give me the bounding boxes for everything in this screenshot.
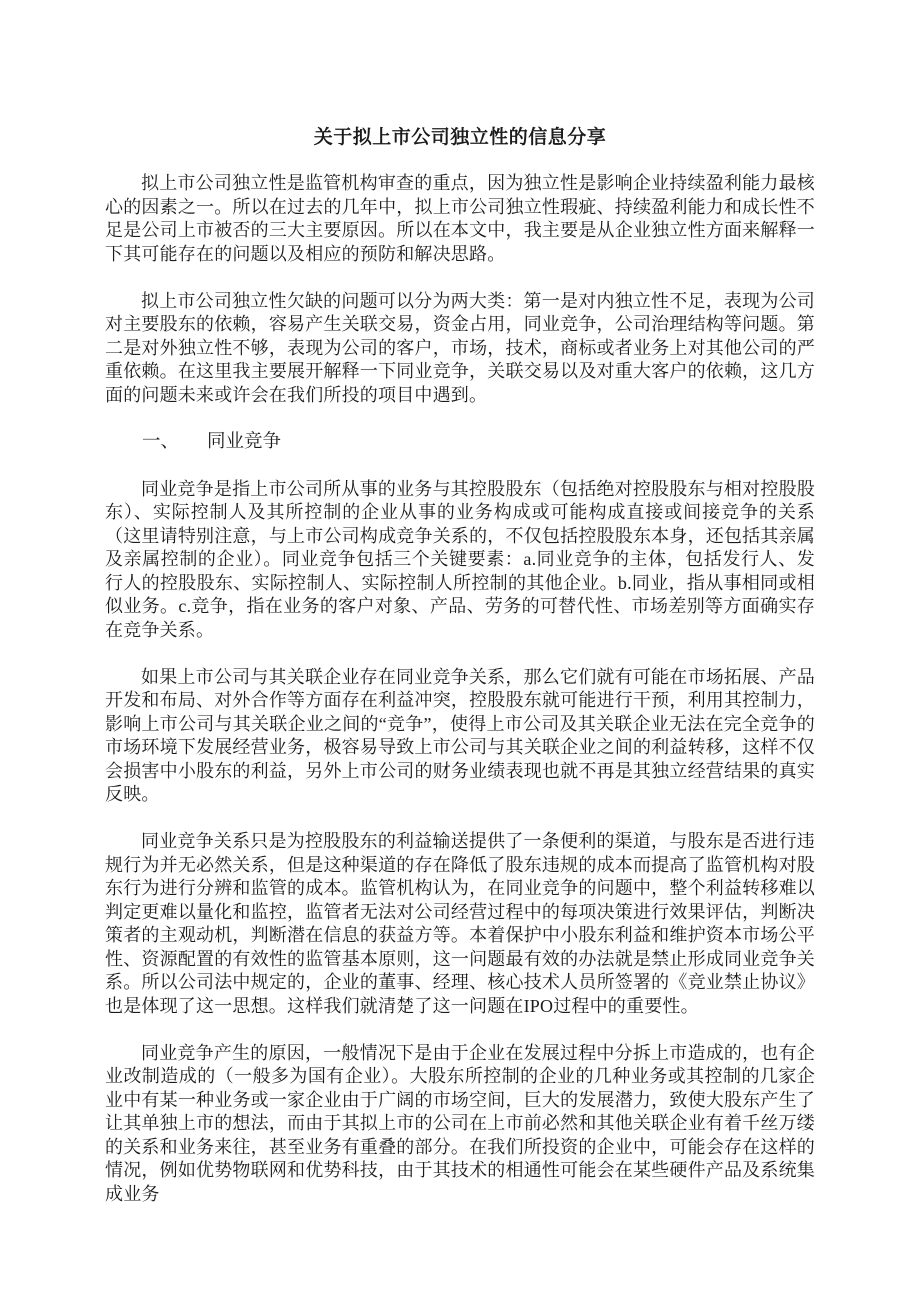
section-1-number: 一、 [142, 431, 180, 452]
document-title: 关于拟上市公司独立性的信息分享 [313, 127, 607, 148]
intro-paragraph-1: 拟上市公司独立性是监管机构审查的重点，因为独立性是影响企业持续盈利能力最核心的因素之一。所以在过去的几年中，拟上市公司独立性瑕疵、持续盈利能力和成长性不足是公司上市被否的三大主要原因。所以在本文中，我主要是从企业独立性方面来解释一下其可能存在的问题以及相应的预防和解决思路。 [105, 173, 815, 264]
section-1-paragraph-2: 如果上市公司与其关联企业存在同业竞争关系，那么它们就有可能在市场拓展、产品开发和布局、对外合作等方面存在利益冲突，控股股东就可能进行干预，利用其控制力，影响上市公司与其关联企业之间的“竞争”，使得上市公司及其关联企业无法在完全竞争的市场环境下发展经营业务，极容易导致上市公司与其关联企业之间的利益转移，这样不仅会损害中小股东的利益，另外上市公司的财务业绩表现也就不再是其独立经营结果的真实反映。 [105, 666, 815, 804]
section-1-paragraph-4: 同业竞争产生的原因，一般情况下是由于企业在发展过程中分拆上市造成的，也有企业改制造成的（一般多为国有企业）。大股东所控制的企业的几种业务或其控制的几家企业中有某一种业务或一家企业由于广阔的市场空间，巨大的发展潜力，致使大股东产生了让其单独上市的想法，而由于其拟上市的公司在上市前必然和其他关联企业有着千丝万缕的关系和业务来往，甚至业务有重叠的部分。在我们所投资的企业中，可能会存在这样的情况，例如优势物联网和优势科技，由于其技术的相通性可能会在某些硬件产品及系统集成业务 [105, 1042, 815, 1204]
section-1-paragraph-3: 同业竞争关系只是为控股股东的利益输送提供了一条便利的渠道，与股东是否进行违规行为并无必然关系，但是这种渠道的存在降低了股东违规的成本而提高了监管机构对股东行为进行分辨和监管的成本。监管机构认为，在同业竞争的问题中，整个利益转移难以判定更难以量化和监控，监管者无法对公司经营过程中的每项决策进行效果评估，判断决策者的主观动机，判断潜在信息的获益方等。本着保护中小股东利益和维护资本市场公平性、资源配置的有效性的监管基本原则，这一问题最有效的办法就是禁止形成同业竞争关系。所以公司法中规定的，企业的董事、经理、核心技术人员所签署的《竞业禁止协议》也是体现了这一思想。这样我们就清楚了这一问题在IPO过程中的重要性。 [105, 831, 815, 1016]
intro-paragraph-2: 拟上市公司独立性欠缺的问题可以分为两大类：第一是对内独立性不足，表现为公司对主要股东的依赖，容易产生关联交易，资金占用，同业竞争，公司治理结构等问题。第二是对外独立性不够，表现为公司的客户，市场，技术，商标或者业务上对其他公司的严重依赖。在这里我主要展开解释一下同业竞争，关联交易以及对重大客户的依赖，这几方面的问题未来或许会在我们所投的项目中遇到。 [105, 290, 815, 405]
section-1-heading [105, 431, 815, 455]
section-1-title: 同业竞争 [207, 431, 282, 452]
section-1-paragraph-1: 同业竞争是指上市公司所从事的业务与其控股股东（包括绝对控股股东与相对控股股东）、实际控制人及其所控制的企业从事的业务构成或可能构成直接或间接竞争的关系（这里请特别注意，与上市公司构成竞争关系的，不仅包括控股股东本身，还包括其亲属及亲属控制的企业）。同业竞争包括三个关键要素：a.同业竞争的主体，包括发行人、发行人的控股股东、实际控制人、实际控制人所控制的其他企业。b.同业，指从事相同或相似业务。c.竞争，指在业务的客户对象、产品、劳务的可替代性、市场差别等方面确实存在竞争关系。 [105, 478, 815, 640]
